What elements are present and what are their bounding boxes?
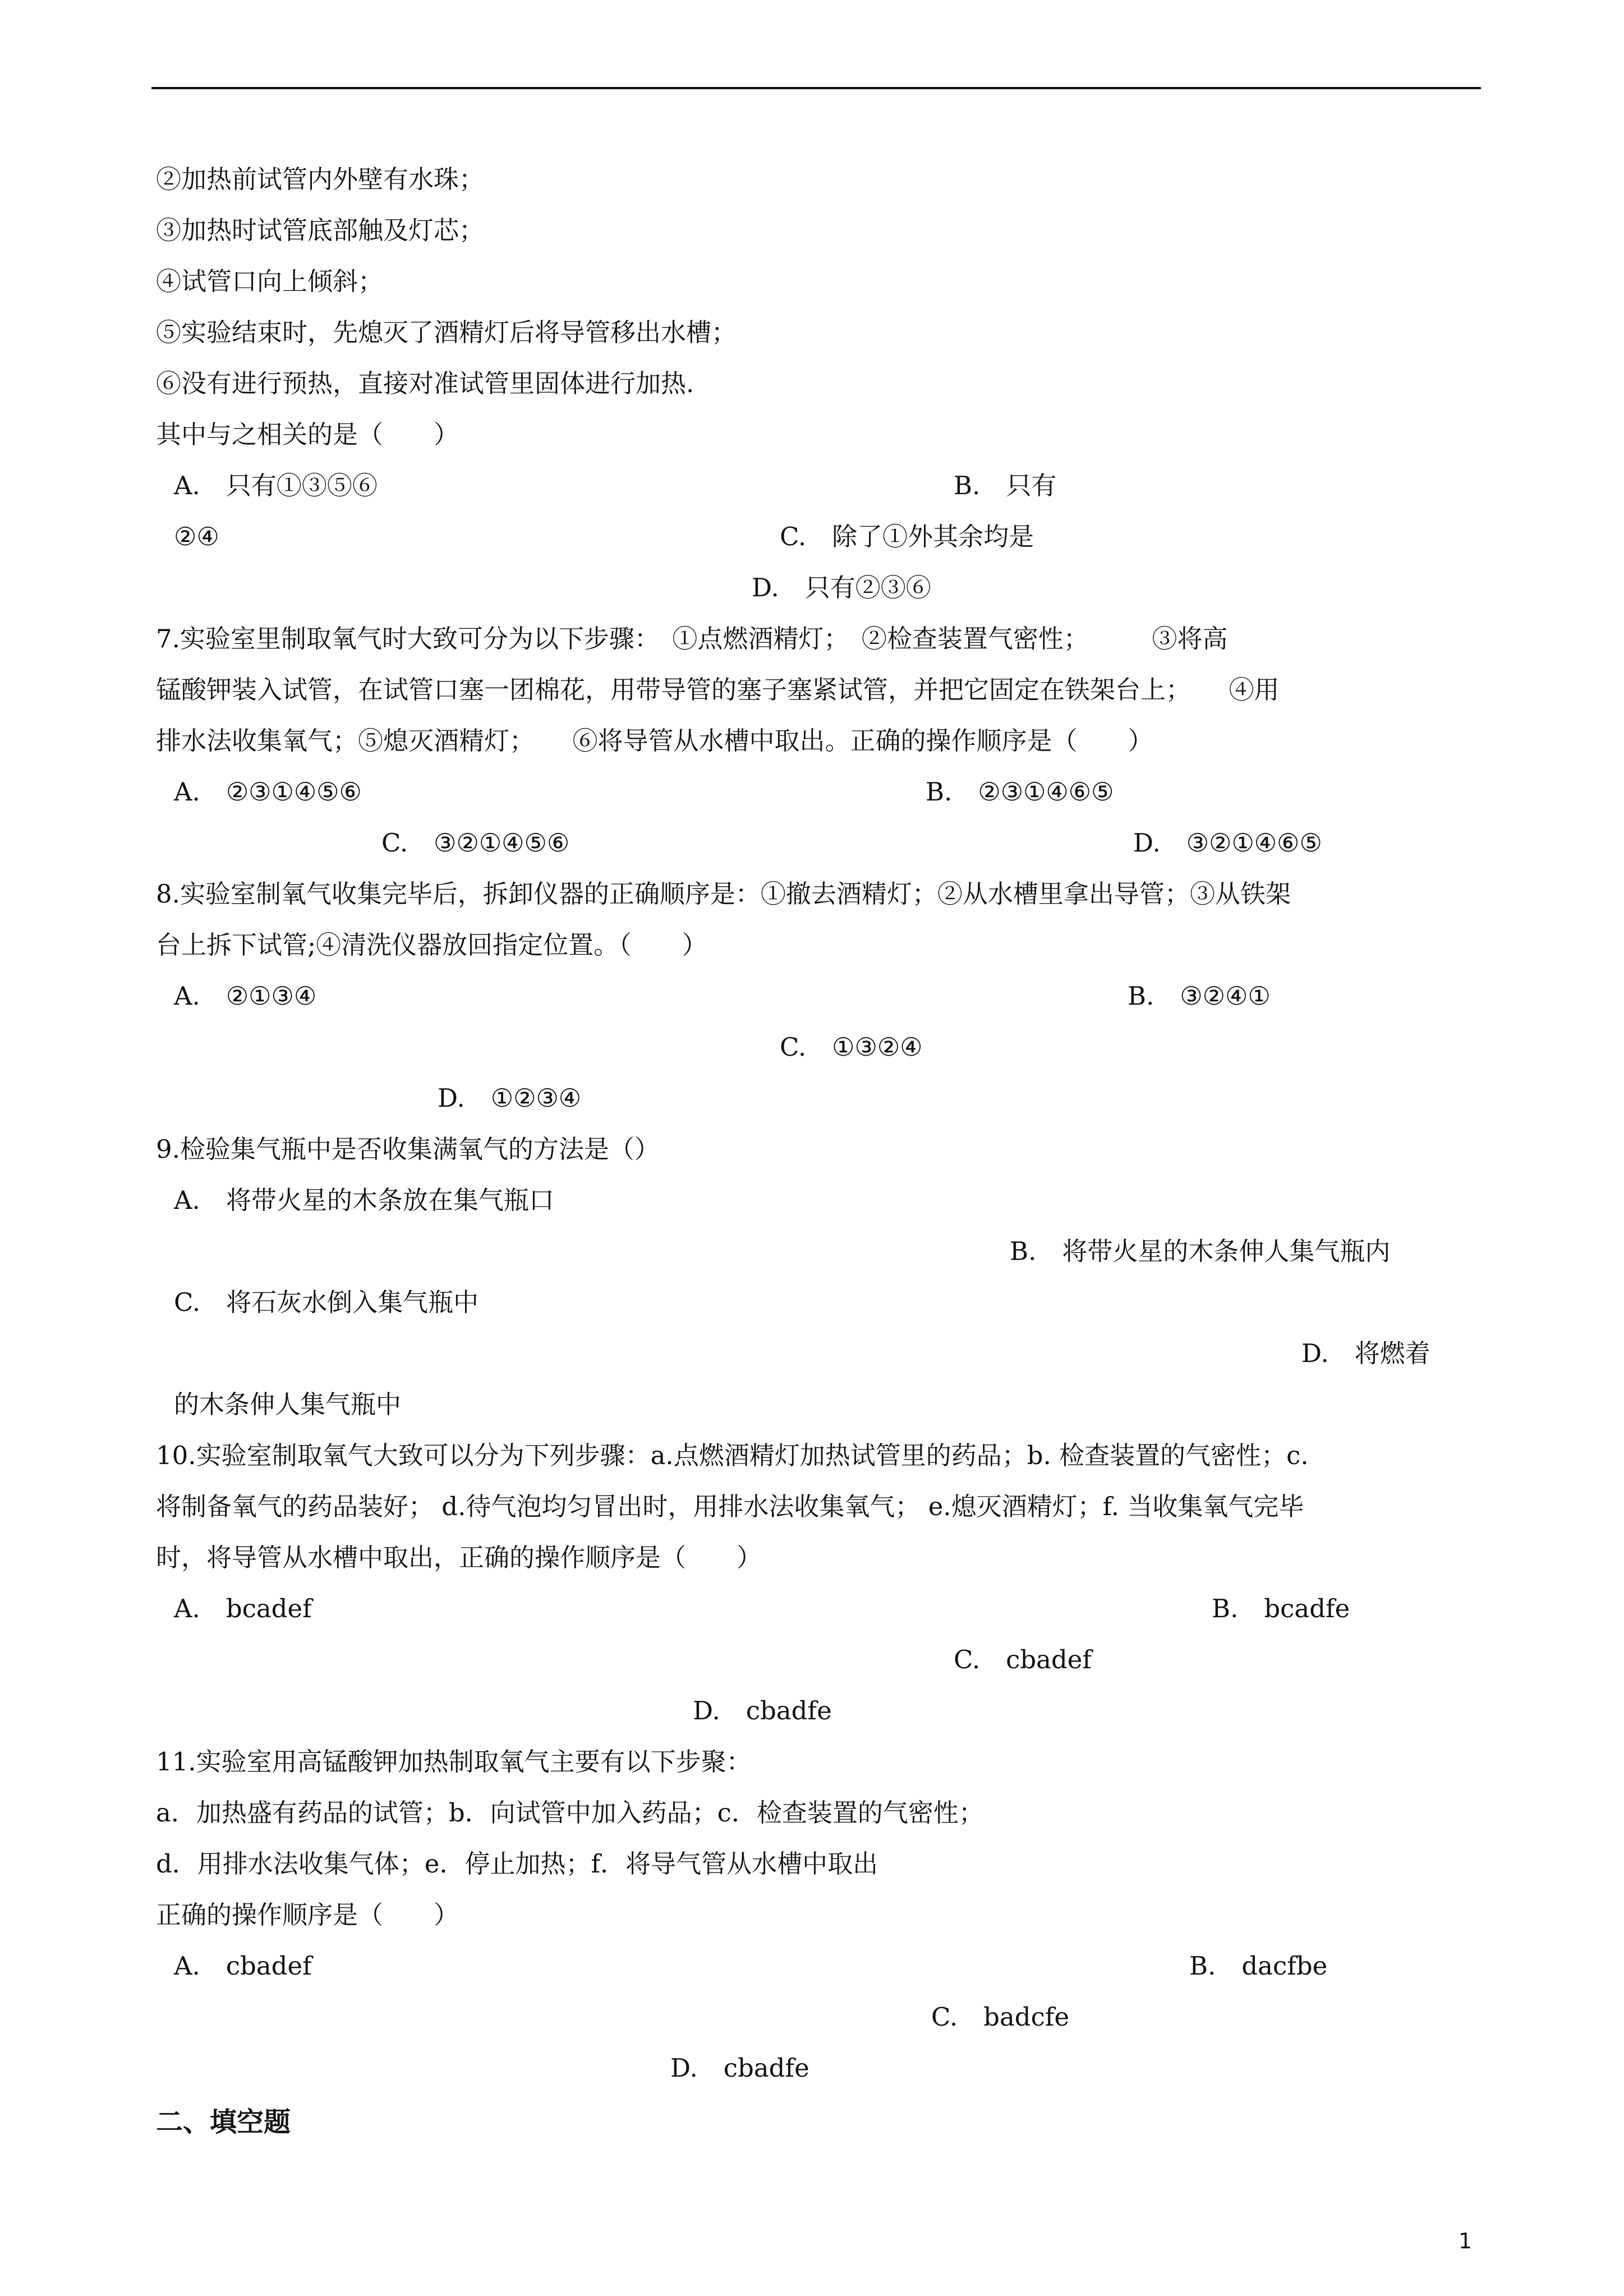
q11-option-b[interactable]	[1189, 1949, 1327, 1983]
q10-stem-line-1: 10.实验室制取氧气大致可以分为下列步骤：a.点燃酒精灯加热试管里的药品；b. 检查装置的气密性；c.	[156, 1441, 1309, 1470]
option-text: ③②①④⑥⑤	[1186, 828, 1322, 858]
section-heading: 二、填空题	[156, 2106, 291, 2138]
q6-option-a[interactable]	[174, 469, 378, 503]
q6-option-b[interactable]	[954, 469, 1056, 503]
option-key: C.	[954, 1645, 981, 1674]
option-text: 将石灰水倒入集气瓶中	[226, 1287, 479, 1317]
q6-item-4: ④试管口向上倾斜；	[156, 266, 384, 296]
option-key: B.	[1010, 1236, 1037, 1266]
option-text: bcadfe	[1264, 1594, 1350, 1623]
q6-option-d[interactable]	[752, 571, 931, 605]
option-text: ①③②④	[832, 1032, 923, 1062]
option-text: ③②①④⑤⑥	[434, 828, 570, 858]
q7-option-c[interactable]	[381, 826, 569, 860]
option-key: C.	[780, 1032, 807, 1062]
option-text: ②③①④⑥⑤	[978, 777, 1114, 807]
option-key: B.	[954, 471, 981, 500]
option-text: dacfbe	[1241, 1951, 1328, 1981]
q7-stem-line-1: 7.实验室里制取氧气时大致可分为以下步骤： ①点燃酒精灯； ②检查装置气密性； ③将高	[156, 624, 1228, 654]
option-text: 只有②③⑥	[804, 573, 931, 602]
q9-option-a[interactable]	[174, 1184, 554, 1217]
q6-option-c[interactable]	[780, 520, 1034, 554]
q11-stem-line-4: 正确的操作顺序是（ ）	[156, 1900, 459, 1930]
option-key: A.	[174, 1185, 200, 1215]
q7-option-d[interactable]	[1133, 826, 1322, 860]
option-key: D.	[693, 1696, 720, 1726]
option-text: cbadef	[226, 1951, 312, 1981]
option-key: D.	[1301, 1338, 1329, 1368]
option-key: A.	[174, 1594, 200, 1623]
option-key: D.	[752, 573, 779, 602]
q10-option-b[interactable]	[1212, 1592, 1350, 1626]
q10-option-d[interactable]	[693, 1694, 832, 1728]
option-key: C.	[931, 2002, 958, 2032]
option-key: B.	[1212, 1594, 1239, 1623]
q10-option-c[interactable]	[954, 1643, 1092, 1677]
option-text: cbadfe	[746, 1696, 832, 1726]
option-key: A.	[174, 777, 200, 807]
q6-item-2: ②加热前试管内外壁有水珠；	[156, 164, 485, 194]
option-text: bcadef	[226, 1594, 312, 1623]
q6-item-5: ⑤实验结束时，先熄灭了酒精灯后将导管移出水槽；	[156, 318, 737, 347]
q7-option-a[interactable]	[174, 775, 362, 809]
q10-stem-line-3: 时，将导管从水槽中取出，正确的操作顺序是（ ）	[156, 1543, 762, 1572]
q11-stem-line-1: 11.实验室用高锰酸钾加热制取氧气主要有以下步聚：	[156, 1747, 752, 1777]
q8-option-d[interactable]	[438, 1082, 581, 1115]
option-key: B.	[926, 777, 953, 807]
q8-option-c[interactable]	[780, 1030, 923, 1064]
q6-option-b-continued: ②④	[174, 522, 219, 551]
header-rule	[151, 87, 1481, 89]
q11-stem-line-2: a．加热盛有药品的试管；b．向试管中加入药品；c．检查装置的气密性；	[156, 1798, 984, 1828]
option-text: ①②③④	[490, 1083, 582, 1113]
option-text: 将带火星的木条伸人集气瓶内	[1062, 1236, 1391, 1266]
option-key: D.	[670, 2053, 698, 2083]
option-key: B.	[1128, 981, 1154, 1011]
q11-option-d[interactable]	[670, 2051, 809, 2085]
q8-option-b[interactable]	[1128, 979, 1271, 1013]
option-text: ③②④①	[1180, 981, 1271, 1011]
q9-option-d-continued: 的木条伸人集气瓶中	[174, 1389, 402, 1419]
option-key: D.	[438, 1083, 465, 1113]
option-text: 只有	[1006, 471, 1057, 500]
q6-stem-end: 其中与之相关的是（ ）	[156, 420, 459, 449]
option-key: A.	[174, 981, 200, 1011]
option-text: 只有①③⑤⑥	[226, 471, 378, 500]
option-key: B.	[1189, 1951, 1216, 1981]
q10-option-a[interactable]	[174, 1592, 312, 1626]
q8-stem-line-1: 8.实验室制氧气收集完毕后，拆卸仪器的正确顺序是：①撤去酒精灯；②从水槽里拿出导管；③从铁架	[156, 879, 1291, 909]
q11-option-a[interactable]	[174, 1949, 312, 1983]
option-text: badcfe	[983, 2002, 1070, 2032]
option-key: D.	[1133, 828, 1161, 858]
q9-option-d[interactable]	[1301, 1337, 1430, 1370]
q7-option-b[interactable]	[926, 775, 1114, 809]
option-key: A.	[174, 471, 200, 500]
option-text: cbadef	[1006, 1645, 1092, 1674]
q9-option-b[interactable]	[1010, 1235, 1390, 1268]
option-text: ②①③④	[226, 981, 317, 1011]
option-text: 将燃着	[1354, 1338, 1430, 1368]
q7-stem-line-3: 排水法收集氧气；⑤熄灭酒精灯； ⑥将导管从水槽中取出。正确的操作顺序是（ ）	[156, 726, 1153, 756]
option-key: C.	[381, 828, 408, 858]
q9-stem-line-1: 9.检验集气瓶中是否收集满氧气的方法是（）	[156, 1134, 660, 1164]
option-key: C.	[174, 1287, 201, 1317]
option-text: 除了①外其余均是	[832, 522, 1034, 551]
q8-option-a[interactable]	[174, 979, 316, 1013]
option-text: cbadfe	[723, 2053, 809, 2083]
option-key: C.	[780, 522, 807, 551]
q6-item-3: ③加热时试管底部触及灯芯；	[156, 215, 485, 245]
q6-item-6: ⑥没有进行预热，直接对准试管里固体进行加热.	[156, 369, 694, 398]
page-number: 1	[1459, 2229, 1473, 2253]
q10-stem-line-2: 将制备氧气的药品装好； d.待气泡均匀冒出时，用排水法收集氧气； e.熄灭酒精灯；f. 当收集氧气完毕	[156, 1492, 1304, 1521]
q11-stem-line-3: d．用排水法收集气体；e．停止加热；f．将导气管从水槽中取出	[156, 1849, 878, 1879]
option-text: 将带火星的木条放在集气瓶口	[226, 1185, 554, 1215]
q7-stem-line-2: 锰酸钾装入试管，在试管口塞一团棉花，用带导管的塞子塞紧试管，并把它固定在铁架台上； ④用	[156, 675, 1280, 705]
option-key: A.	[174, 1951, 200, 1981]
q8-stem-line-2: 台上拆下试管;④清洗仪器放回指定位置。（ ）	[156, 930, 707, 960]
q11-option-c[interactable]	[931, 2000, 1069, 2034]
q9-option-c[interactable]	[174, 1286, 479, 1319]
option-text: ②③①④⑤⑥	[226, 777, 362, 807]
